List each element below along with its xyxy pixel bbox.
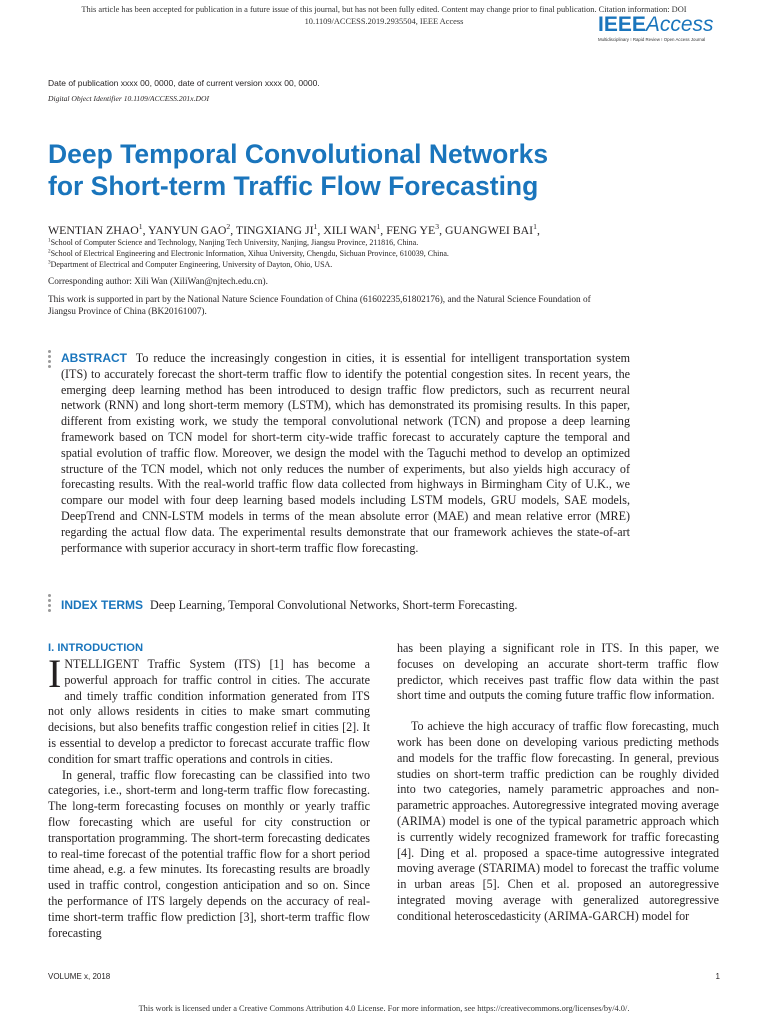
affiliation-2: $^2$School of Electrical Engineering and Electronic Information, Xihua University, Chengdu, Sichuan Province, 610039, China. — [48, 248, 449, 258]
logo-product: Access — [645, 13, 714, 36]
abstract-label: ABSTRACT — [61, 351, 127, 365]
volume-footer: VOLUME x, 2018 — [48, 972, 111, 981]
page-number: 1 — [715, 972, 720, 981]
author-affiliation-mark: 2 — [226, 222, 231, 232]
ieee-access-logo — [598, 13, 728, 49]
logo-tagline: Multidisciplinary ⁝ Rapid Review ⁝ Open Access Journal — [598, 37, 706, 42]
affiliation-1: $^1$School of Computer Science and Technology, Nanjing Tech University, Nanjing, Jiangsu Province, 211816, China. — [48, 237, 419, 247]
author: YANYUN GAO — [148, 223, 227, 237]
author: WENTIAN ZHAO — [48, 223, 139, 237]
index-terms-label: INDEX TERMS — [61, 598, 144, 612]
doi-line: Digital Object Identifier 10.1109/ACCESS.201x.DOI — [48, 94, 209, 103]
intro-paragraph-2: In general, traffic flow forecasting can be classified into two categories, i.e., short-term and long-term traffic flow forecasting. The long-term forecasting focuses on monthly or yearly traffic flow forecasting which are useful for city construction or transportation programming. The short-term forecasting dedicates to real-time forecast of the potential traffic flow for a short period time ahead, e.g. a few minutes. Its forecasting results are broadly used in traffic control, congestion anticipation and so on. Since the performance of ITS largely depends on the accuracy of real-time short-term traffic flow prediction [3], short-term traffic flow forecasting — [48, 767, 370, 940]
author-affiliation-mark: 1 — [138, 222, 143, 232]
abstract-dots-icon — [48, 350, 51, 368]
left-column — [48, 641, 370, 941]
affiliation-3: $^3$Department of Electrical and Computer Engineering, University of Dayton, Ohio, USA. — [48, 259, 333, 269]
logo-wordmark — [598, 13, 728, 37]
author-affiliation-mark: 1 — [533, 222, 537, 232]
author: TINGXIANG JI — [235, 223, 314, 237]
abstract-text: To reduce the increasingly congestion in cities, it is essential for intelligent transportation system (ITS) to accurately forecast the short-term traffic flow to identify the potential congestion sites. In recent years, the emerging deep learning method has been introduced to design traffic flow predictors, such as recurrent neural network (RNN) and long short-term memory (LSTM), which has demonstrated its promising results. In this paper, different from existing work, we study the temporal convolutional network (TCN) and propose a deep learning framework based on TCN model for short-term city-wide traffic forecast to accurately capture the temporal and spatial evolution of traffic flow. Moreover, we design the model with the Taguchi method to develop an optimized structure of the TCN model, which not only reduces the number of experiments, but also yields high accuracy of forecasting results. With the real-world traffic flow data collected from highways in Birmingham City of U.K., we compare our model with four deep learning based models including LSTM models, GRU models, SAE models, DeepTrend and CNN-LSTM models in terms of the mean absolute error (MAE) and mean relative error (MRE) regarding the actual flow data. The experimental results demonstrate that our framework achieves the state-of-art performance with superior accuracy in short-term traffic flow forecasting. — [61, 351, 630, 555]
author-affiliation-mark: 1 — [313, 222, 318, 232]
title-line-2: for Short-term Traffic Flow Forecasting — [48, 171, 539, 201]
funding-note: This work is supported in part by the National Nature Science Foundation of China (61602235,61802176), and the Natural Science Foundation of Jiangsu Province of China (BK20161007). — [48, 295, 591, 317]
author-affiliation-mark: 3 — [435, 222, 440, 232]
author: XILI WAN — [323, 223, 377, 237]
license-notice: This work is licensed under a Creative Commons Attribution 4.0 License. For more information, see https://creativecommons.org/licenses/by/4.0/. — [138, 1004, 630, 1013]
title-line-1: Deep Temporal Convolutional Networks — [48, 139, 549, 169]
banner-line-1: This article has been accepted for publication in a future issue of this journal, but has not been fully edited. Content may change prior to final publication. Citation information: DOI — [81, 5, 687, 14]
author: FENG YE — [386, 223, 436, 237]
right-column — [397, 641, 719, 925]
index-terms-dots-icon — [48, 594, 51, 612]
author: GUANGWEI BAI — [444, 223, 534, 237]
banner-line-2: 10.1109/ACCESS.2019.2935504, IEEE Access — [304, 17, 464, 26]
abstract — [61, 351, 630, 556]
drop-cap: I — [48, 651, 62, 696]
index-terms — [61, 597, 681, 613]
section-heading: I. INTRODUCTION — [48, 642, 144, 654]
author-affiliation-mark: 1 — [376, 222, 381, 232]
paper-title — [48, 138, 708, 202]
publication-date: Date of publication xxxx 00, 0000, date of current version xxxx 00, 0000. — [48, 78, 320, 88]
logo-brand: IEEE — [598, 13, 646, 36]
author-list: WENTIAN ZHAO$^1$, YANYUN GAO$^2$, TINGXIANG $JI^1$, XILI WAN$^1$, FENG $YE^3$, GUANGWEI BAI$^1$, — [48, 222, 540, 237]
corresponding-author: Corresponding author: Xili Wan (XiliWan@njtech.edu.cn). — [48, 277, 268, 287]
intro-paragraph-3: To achieve the high accuracy of traffic flow forecasting, much work has been done on developing various predicting methods and models for the traffic flow forecasting. In general, previous studies on short-term traffic prediction can be roughly divided into two categories, namely parametric approaches and non-parametric approaches. Autoregressive integrated moving average (ARIMA) model is one of the typical parametric approach which is currently widely recognized framework for traffic forecasting [4]. Ding et al. proposed a space-time autogressive integrated moving average (STARIMA) model to forecast the traffic volume in urban areas [5]. Chen et al. proposed an autoregressive integrated moving average with generalized autoregressive conditional heteroscedasticity (ARIMA-GARCH) model for — [397, 719, 719, 923]
intro-paragraph-1: INTELLIGENT Traffic System (ITS) [1] has become a powerful approach for traffic control in cities. The accurate and timely traffic condition information generated from ITS not only allows residents in cities to make smart commuting decisions, but also benefits traffic congestion relief in cities [2]. It is essential to develop a predictor to forecast accurate traffic flow condition for smart traffic operations and controls in cities. — [48, 651, 370, 766]
index-terms-text: Deep Learning, Temporal Convolutional Networks, Short-term Forecasting. — [150, 598, 518, 612]
intro-paragraph-2-continued: has been playing a significant role in ITS. In this paper, we focuses on developing an accurate short-term traffic flow predictor, which receives past traffic flow data within the past short time and outputs the coming future traffic flow information. — [397, 641, 719, 703]
